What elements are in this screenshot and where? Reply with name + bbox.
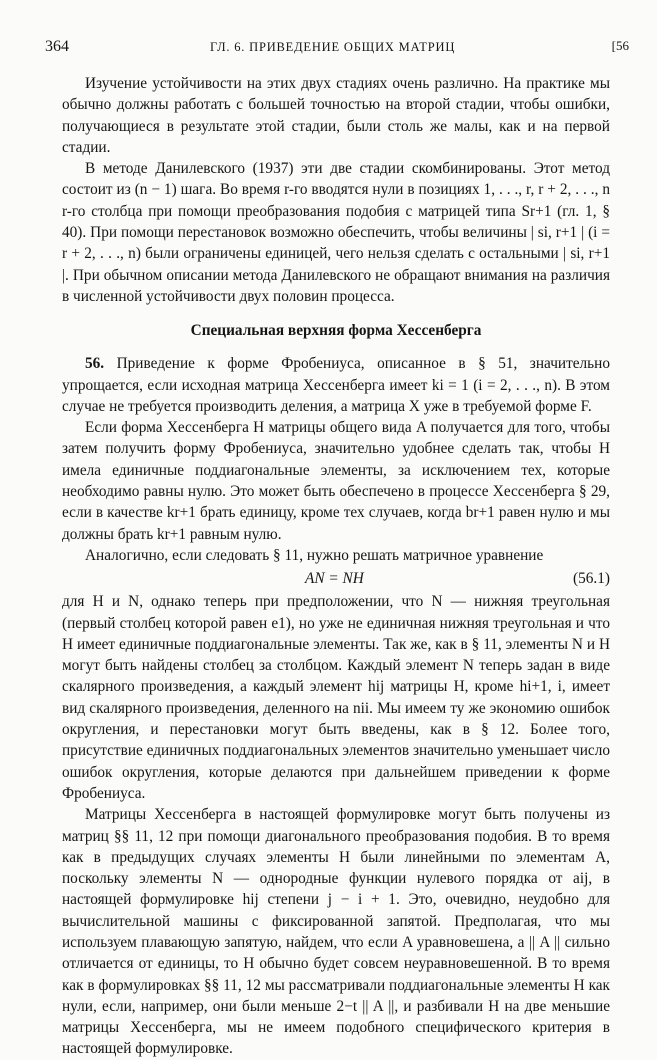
section-number: 56.: [85, 355, 105, 373]
paragraph-56-frobenius: [62, 353, 610, 417]
page-body: [62, 73, 610, 1060]
section-reference: [56: [611, 38, 629, 53]
paragraph-matrix-equation-intro: Аналогично, если следовать § 11, нужно решать матричное уравнение: [85, 546, 544, 564]
page-header: [45, 38, 629, 60]
paragraph-stability: Изучение устойчивости на этих двух стадиях очень различно. На практике мы обычно должны работать с большей точностью на второй стадии, чтобы ошибки, получающиеся в результате этой стадии, были столь же малы, как и на первой стадии.: [62, 75, 610, 156]
paragraph-hessenberg-matrices: Матрицы Хессенберга в настоящей формулировке могут быть получены из матриц §§ 11, 12 при помощи диагонального преобразования подобия. В то время как в предыдущих случаях элементы H были линейными по элементам A, поскольку элементы N — однородные функции нулевого порядка от aij, в настоящей формулировке hij степени j − i + 1. Это, очевидно, неудобно для вычислительной машины с фиксированной запятой. Предполагая, что мы используем плавающую запятую, найдем, что если A уравновешена, а || A || сильно отличается от единицы, то H обычно будет совсем неуравновешенной. В то время как в формулировках §§ 11, 12 мы рассматривали поддиагональные элементы H как нули, если, например, они были меньше 2−t || A ||, и разбивали H на две меньшие матрицы Хессенберга, мы не имеем подобного специфического критерия в настоящей формулировке.: [62, 806, 610, 1058]
paragraph-lower-triangular: для H и N, однако теперь при предположении, что N — нижняя треугольная (первый столбец которой равен e1), но уже не единичная нижняя треугольная и что H имеет единичные поддиагональные элементы. Так же, как в § 11, элементы N и H могут быть найдены столбец за столбцом. Каждый элемент N теперь задан в виде скалярного произведения, а каждый элемент hij матрицы H, кроме hi+1, i, имеет вид скалярного произведения, деленного на nii. Мы имеем ту же экономию ошибок округления, и перестановки могут быть введены, как в § 12. Более того, присутствие единичных поддиагональных элементов значительно уменьшает число ошибок округления, которые делаются при дальнейшем приведении к форме Фробениуса.: [62, 593, 610, 802]
section-heading: Специальная верхняя форма Хессенберга: [190, 322, 482, 340]
equation-body: AN = NH: [305, 570, 364, 588]
running-title: ГЛ. 6. ПРИВЕДЕНИЕ ОБЩИХ МАТРИЦ: [210, 40, 456, 54]
paragraph-56-text: Приведение к форме Фробениуса, описанное в § 51, значительно упрощается, если исходная матрица Хессенберга имеет ki = 1 (i = 2, . . ., n). В этом случае не требуется производить деления, а матрица X уже в требуемой форме F.: [62, 355, 610, 415]
page-number: 364: [45, 38, 69, 55]
equation-number: (56.1): [573, 570, 610, 588]
paragraph-danilevsky: В методе Данилевского (1937) эти две стадии скомбинированы. Этот метод состоит из (n − 1) шага. Во время r-го вводятся нули в позициях 1, . . ., r, r + 2, . . ., n r-го столбца при помощи преобразования подобия с матрицей типа Sr+1 (гл. 1, § 40). При помощи перестановок возможно обеспечить, чтобы величины | si, r+1 | (i = r + 2, . . ., n) были ограничены единицей, чего нельзя сделать с остальными | si, r+1 |. При обычном описании метода Данилевского не обращают внимания на различия в численной устойчивости двух половин процесса.: [62, 160, 610, 305]
paragraph-hessenberg-form: Если форма Хессенберга H матрицы общего вида A получается для того, чтобы затем получить форму Фробениуса, значительно удобнее сделать так, чтобы H имела единичные поддиагональные элементы, за исключением тех, которые необходимо равны нулю. Это может быть обеспечено в процессе Хессенберга § 29, если в качестве kr+1 брать единицу, кроме тех случаев, когда br+1 равен нулю и мы должны брать kr+1 равным нулю.: [62, 419, 610, 543]
equation-56-1: [62, 566, 610, 591]
